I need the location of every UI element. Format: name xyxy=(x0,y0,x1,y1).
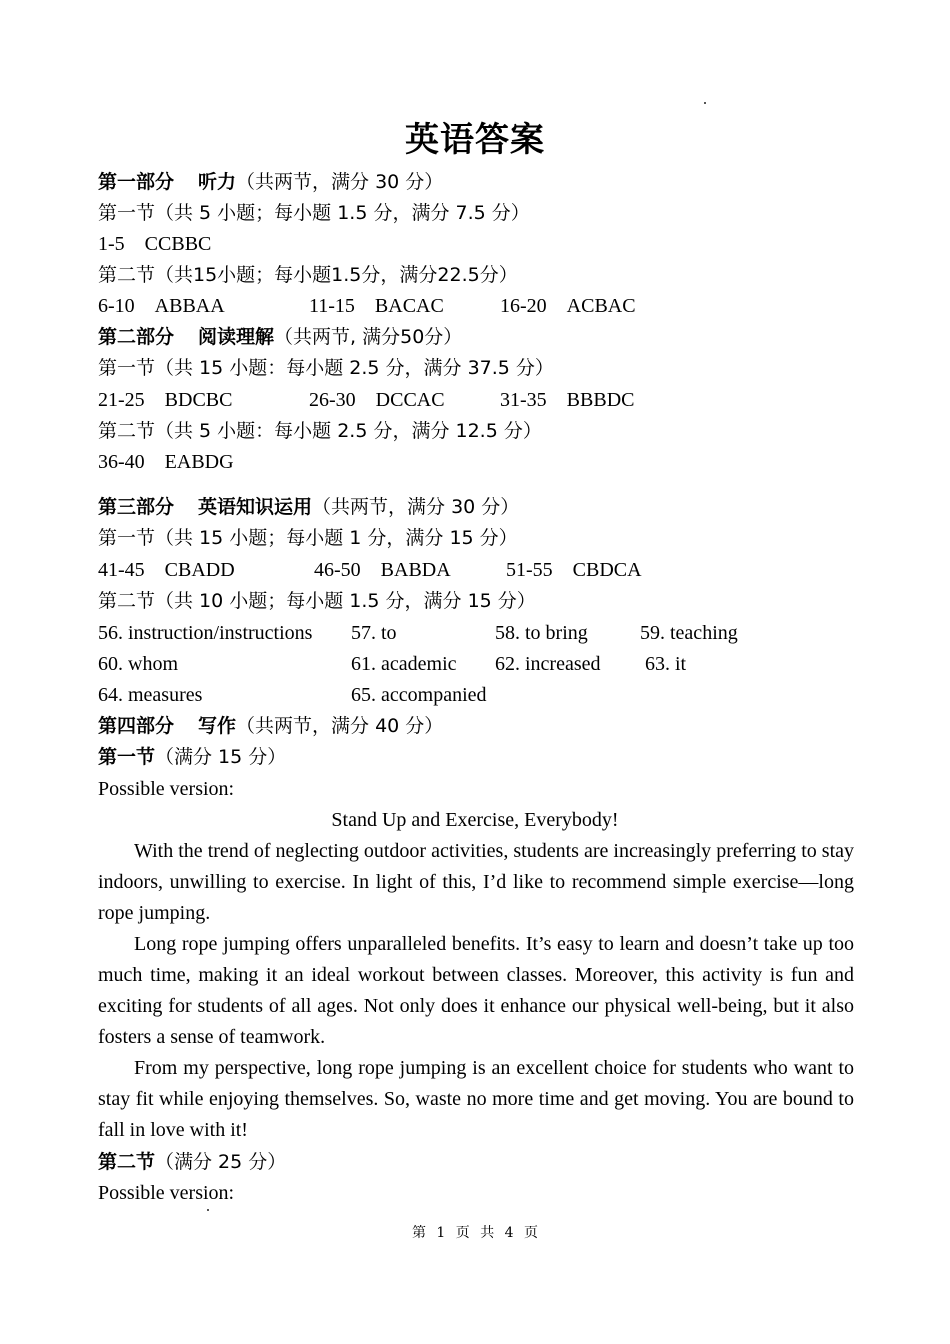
part2-sec1-header: 第一节（共 15 小题：每小题 2.5 分，满分 37.5 分） xyxy=(98,357,554,379)
question-range: 6-10 xyxy=(98,295,135,317)
fill-in-answer: 57. to xyxy=(351,622,397,644)
fill-in-answer: 61. academic xyxy=(351,653,457,675)
scan-speck xyxy=(207,1209,209,1211)
answer-letters: BBBDC xyxy=(566,389,635,411)
part3-sec2-header: 第二节（共 10 小题；每小题 1.5 分，满分 15 分） xyxy=(98,590,536,612)
answer-group xyxy=(98,449,234,475)
part4-subject: 写作 xyxy=(198,715,237,737)
fill-in-answer: 60. whom xyxy=(98,653,178,675)
part2-heading xyxy=(98,324,462,350)
part4-note: （共两节，满分 40 分） xyxy=(236,715,444,737)
part4-sec1-header xyxy=(98,744,286,770)
essay-paragraph: From my perspective, long rope jumping is an excellent choice for students who want to stay fit while enjoying themselves. So, waste no more time and get moving. You are bound to fall in love with it! xyxy=(98,1057,854,1141)
part1-label: 第一部分 xyxy=(98,171,175,193)
essay-paragraph: Long rope jumping offers unparalleled benefits. It’s easy to learn and doesn’t take up too much time, making it an ideal workout between classes. Moreover, this activity is fun and exciting for students of all ages. Not only does it enhance our physical well-being, but it also fosters a sense of teamwork. xyxy=(98,933,854,1048)
part1-sec2-header: 第二节（共15小题；每小题1.5分，满分22.5分） xyxy=(98,264,518,286)
answer-letters: CBDCA xyxy=(572,559,642,581)
answer-letters: DCCAC xyxy=(375,389,445,411)
fill-in-answer: 63. it xyxy=(645,653,687,675)
part4-sec1-label: 第一节 xyxy=(98,746,156,768)
answer-group xyxy=(98,231,211,257)
question-range: 41-45 xyxy=(98,559,145,581)
fill-in-answer: 58. to bring xyxy=(495,622,588,644)
answer-group xyxy=(500,293,636,319)
question-range: 26-30 xyxy=(309,389,356,411)
part4-label: 第四部分 xyxy=(98,715,175,737)
part3-note: （共两节，满分 30 分） xyxy=(312,496,520,518)
part4-sec2-header xyxy=(98,1149,286,1175)
answer-letters: CCBBC xyxy=(144,233,212,255)
fill-in-answer: 64. measures xyxy=(98,684,203,706)
answer-letters: BABDA xyxy=(380,559,451,581)
part2-sec2-header: 第二节（共 5 小题：每小题 2.5 分，满分 12.5 分） xyxy=(98,420,542,442)
fill-in-answer: 62. increased xyxy=(495,653,601,675)
part2-note: （共两节, 满分50分） xyxy=(274,326,463,348)
question-range: 36-40 xyxy=(98,451,145,473)
answer-group xyxy=(500,387,634,413)
part4-heading xyxy=(98,713,443,739)
part1-subject: 听力 xyxy=(198,171,237,193)
part2-label: 第二部分 xyxy=(98,326,175,348)
possible-version-label: Possible version: xyxy=(98,1182,235,1204)
part3-subject: 英语知识运用 xyxy=(198,496,313,518)
question-range: 51-55 xyxy=(506,559,553,581)
question-range: 11-15 xyxy=(309,295,355,317)
part2-subject: 阅读理解 xyxy=(198,326,275,348)
answer-letters: BDCBC xyxy=(164,389,233,411)
question-range: 21-25 xyxy=(98,389,145,411)
part3-label: 第三部分 xyxy=(98,496,175,518)
essay-title: Stand Up and Exercise, Everybody! xyxy=(331,809,619,831)
part3-heading xyxy=(98,494,519,520)
answer-group xyxy=(314,557,451,583)
fill-in-answer: 65. accompanied xyxy=(351,684,487,706)
question-range: 31-35 xyxy=(500,389,547,411)
answer-group xyxy=(98,387,232,413)
answer-group xyxy=(506,557,642,583)
page-footer: 第 1 页 共 4 页 xyxy=(411,1225,539,1241)
part4-sec1-note: （满分 15 分） xyxy=(155,746,287,768)
part1-sec1-header: 第一节（共 5 小题；每小题 1.5 分，满分 7.5 分） xyxy=(98,202,530,224)
answer-letters: ACBAC xyxy=(566,295,636,317)
page-title: 英语答案 xyxy=(405,120,545,160)
answer-group xyxy=(98,293,225,319)
fill-in-answer: 56. instruction/instructions xyxy=(98,622,313,644)
answer-group xyxy=(309,387,445,413)
question-range: 16-20 xyxy=(500,295,547,317)
part4-sec2-note: （满分 25 分） xyxy=(155,1151,287,1173)
answer-group xyxy=(309,293,444,319)
scan-speck xyxy=(704,102,706,104)
possible-version-label: Possible version: xyxy=(98,778,235,800)
answer-group xyxy=(98,557,235,583)
question-range: 46-50 xyxy=(314,559,361,581)
part3-sec1-header: 第一节（共 15 小题；每小题 1 分，满分 15 分） xyxy=(98,527,518,549)
part1-note: （共两节，满分 30 分） xyxy=(236,171,444,193)
question-range: 1-5 xyxy=(98,233,125,255)
fill-in-answer: 59. teaching xyxy=(640,622,738,644)
essay-paragraph: With the trend of neglecting outdoor activities, students are increasingly preferring to stay indoors, unwilling to exercise. In light of this, I’d like to recommend simple exercise—long rope jumping. xyxy=(98,840,854,924)
answer-letters: EABDG xyxy=(164,451,234,473)
answer-letters: CBADD xyxy=(164,559,235,581)
part4-sec2-label: 第二节 xyxy=(98,1151,156,1173)
answer-letters: ABBAA xyxy=(154,295,225,317)
part1-heading xyxy=(98,169,443,195)
answer-letters: BACAC xyxy=(374,295,444,317)
